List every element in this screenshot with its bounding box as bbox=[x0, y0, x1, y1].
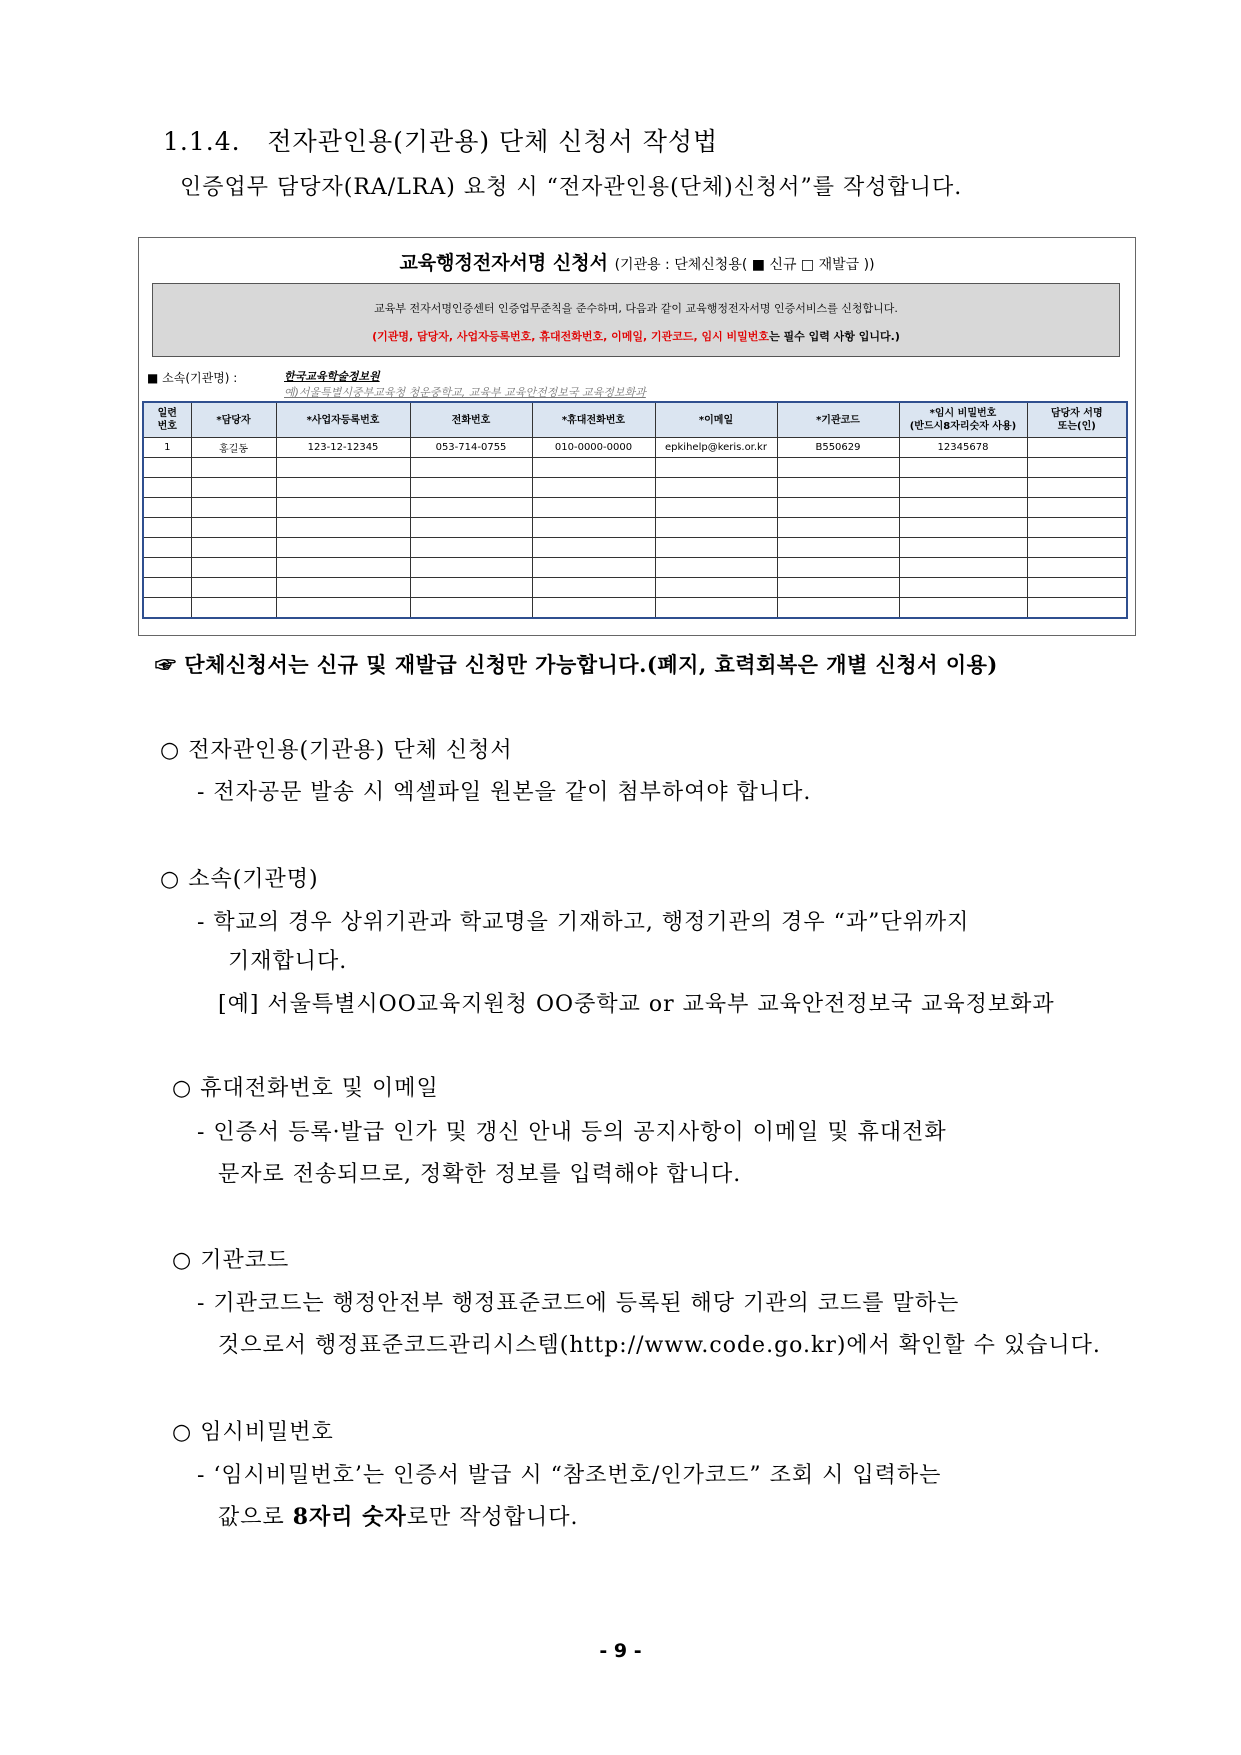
emphasis: 8자리 숫자 bbox=[292, 1504, 407, 1530]
bullet-detail: - 기관코드는 행정안전부 행정표준코드에 등록된 해당 기관의 코드를 말하는 bbox=[197, 1291, 960, 1316]
affiliation-label: ■ 소속(기관명) : bbox=[147, 371, 238, 385]
application-form-sample bbox=[138, 237, 1136, 636]
bullet-org-code: ○ 기관코드 bbox=[172, 1248, 290, 1273]
bullet-detail-cont: 문자로 전송되므로, 정확한 정보를 입력해야 합니다. bbox=[218, 1162, 742, 1187]
table-cell: 010-0000-0000 bbox=[532, 438, 655, 458]
group-application-note: ☞ 단체신청서는 신규 및 재발급 신청만 가능합니다.(폐지, 효력회복은 개별 신청서 이용) bbox=[155, 652, 998, 677]
section-heading bbox=[163, 122, 718, 158]
bullet-detail-cont: 값으로 8자리 숫자로만 작성합니다. bbox=[218, 1504, 579, 1530]
table-row bbox=[143, 578, 1127, 598]
section-title: 전자관인용(기관용) 단체 신청서 작성법 bbox=[267, 127, 719, 156]
section-intro: 인증업무 담당자(RA/LRA) 요청 시 “전자관인용(단체)신청서”를 작성합니다. bbox=[180, 175, 963, 200]
form-title: 교육행정전자서명 신청서 (기관용 : 단체신청용( ■ 신규 □ 재발급 )) bbox=[399, 252, 875, 274]
bullet-detail: - 전자공문 발송 시 엑셀파일 원본을 같이 첨부하여야 합니다. bbox=[197, 780, 812, 805]
table-row bbox=[143, 598, 1127, 619]
table-cell: 1 bbox=[143, 438, 191, 458]
table-row bbox=[143, 498, 1127, 518]
col-header: 일련 번호 bbox=[143, 402, 191, 438]
bullet-detail: - 인증서 등록·발급 인가 및 갱신 안내 등의 공지사항이 이메일 및 휴대전화 bbox=[197, 1120, 947, 1145]
table-cell: epkihelp@keris.or.kr bbox=[655, 438, 777, 458]
col-header: *기관코드 bbox=[777, 402, 899, 438]
table-row bbox=[143, 538, 1127, 558]
table-cell: B550629 bbox=[777, 438, 899, 458]
table-cell: 12345678 bbox=[899, 438, 1027, 458]
table-row bbox=[143, 458, 1127, 478]
col-header: *이메일 bbox=[655, 402, 777, 438]
bullet-phone-email: ○ 휴대전화번호 및 이메일 bbox=[172, 1076, 439, 1101]
section-number: 1.1.4. bbox=[163, 127, 241, 156]
bullet-detail: - 학교의 경우 상위기관과 학교명을 기재하고, 행정기관의 경우 “과”단위까지 bbox=[197, 910, 970, 935]
form-subtitle: (기관용 : 단체신청용( ■ 신규 □ 재발급 )) bbox=[614, 257, 875, 273]
bullet-affiliation: ○ 소속(기관명) bbox=[160, 867, 319, 892]
affiliation-value: 한국교육학술정보원 bbox=[284, 370, 380, 383]
bullet-detail-cont: 것으로서 행정표준코드관리시스템(http://www.code.go.kr)에서 확인할 수 있습니다. bbox=[218, 1333, 1101, 1358]
table-row bbox=[143, 478, 1127, 498]
applicant-table bbox=[142, 401, 1128, 619]
col-header: 전화번호 bbox=[410, 402, 532, 438]
table-cell bbox=[1027, 438, 1127, 458]
col-header: *임시 비밀번호 (반드시8자리숫자 사용) bbox=[899, 402, 1027, 438]
notice-line-2: (기관명, 담당자, 사업자등록번호, 휴대전화번호, 이메일, 기관코드, 임시 비밀번호는 필수 입력 사항 입니다.) bbox=[372, 330, 900, 343]
col-header: *휴대전화번호 bbox=[532, 402, 655, 438]
affiliation-example: 예)서울특별시중부교육청 청운중학교, 교육부 교육안전정보국 교육정보화과 bbox=[284, 386, 646, 399]
bullet-example: [예] 서울특별시OO교육지원청 OO중학교 or 교육부 교육안전정보국 교육정보화과 bbox=[218, 992, 1055, 1017]
col-header: *사업자등록번호 bbox=[276, 402, 410, 438]
bullet-detail: - ‘임시비밀번호’는 인증서 발급 시 “참조번호/인가코드” 조회 시 입력하는 bbox=[197, 1463, 942, 1488]
bullet-detail-cont: 기재합니다. bbox=[228, 949, 348, 974]
form-notice bbox=[152, 283, 1120, 357]
page-number: - 9 - bbox=[599, 1640, 642, 1662]
bullet-temp-password: ○ 임시비밀번호 bbox=[172, 1420, 334, 1445]
notice-line-1: 교육부 전자서명인증센터 인증업무준칙을 준수하며, 다음과 같이 교육행정전자서명 인증서비스를 신청합니다. bbox=[374, 302, 898, 315]
table-cell: 123-12-12345 bbox=[276, 438, 410, 458]
table-cell: 홍길동 bbox=[191, 438, 276, 458]
table-row bbox=[143, 518, 1127, 538]
table-row bbox=[143, 558, 1127, 578]
col-header: 담당자 서명 또는(인) bbox=[1027, 402, 1127, 438]
col-header: *담당자 bbox=[191, 402, 276, 438]
bullet-group-form: ○ 전자관인용(기관용) 단체 신청서 bbox=[160, 738, 513, 763]
table-header-row bbox=[143, 402, 1127, 438]
table-cell: 053-714-0755 bbox=[410, 438, 532, 458]
table-row bbox=[143, 438, 1127, 458]
